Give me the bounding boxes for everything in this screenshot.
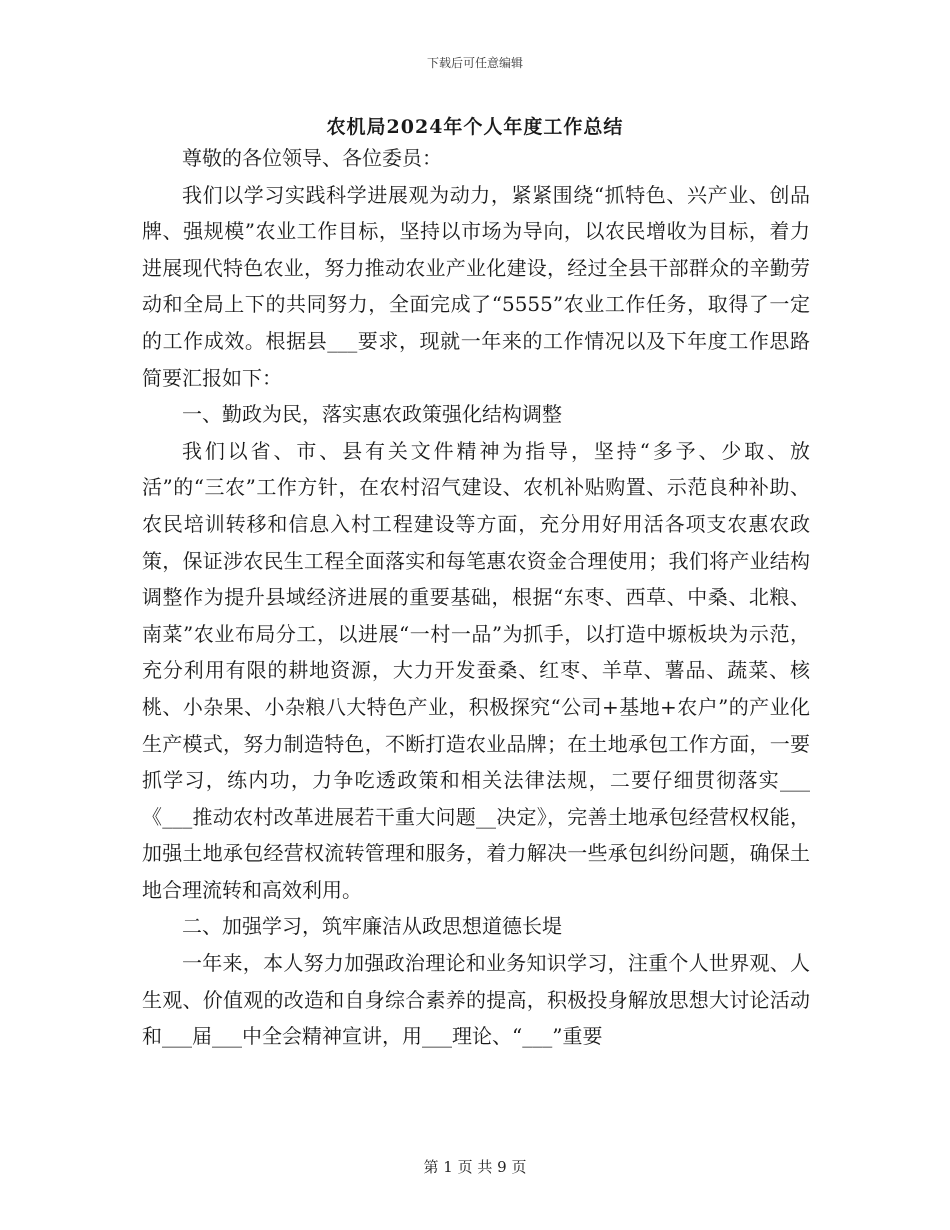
header-note: 下载后可任意编辑 <box>426 56 523 70</box>
body-paragraph-section-2: 一年来，本人努力加强政治理论和业务知识学习，注重个人世界观、人生观、价值观的改造和自身综合素养的提高，积极投身解放思想大讨论活动和___届___中全会精神宣讲，用___理论、“___”重要 <box>142 951 810 1049</box>
salutation: 尊敬的各位领导、各位委员： <box>182 146 442 170</box>
page-footer: 第 1 页 共 9 页 <box>423 1158 527 1176</box>
section-heading-2: 二、加强学习，筑牢廉洁从政思想道德长堤 <box>182 914 562 939</box>
body-paragraph-section-1: 我们以省、市、县有关文件精神为指导，坚持“多予、少取、放活”的“三农”工作方针，在农村沼气建设、农机补贴购置、示范良种补助、农民培训转移和信息入村工程建设等方面，充分用好用活各项支农惠农政策，保证涉农民生工程全面落实和每笔惠农资金合理使用；我们将产业结构调整作为提升县域经济进展的重要基础，根据“东枣、西草、中桑、北粮、南菜”农业布局分工，以进展“一村一品”为抓手，以打造中塬板块为示范，充分利用有限的耕地资源，大力开发蚕桑、红枣、羊草、薯品、蔬菜、核桃、小杂果、小杂粮八大特色产业，积极探究“公司+基地+农户”的产业化生产模式，努力制造特色，不断打造农业品牌；在土地承包工作方面，一要抓学习，练内功，力争吃透政策和相关法律法规，二要仔细贯彻落实___《___推动农村改革进展若干重大问题__决定》，完善土地承包经营权权能，加强土地承包经营权流转管理和服务，着力解决一些承包纠纷问题，确保土地合理流转和高效利用。 <box>142 438 810 902</box>
document-title: 农机局2024年个人年度工作总结 <box>326 116 624 138</box>
body-paragraph-intro: 我们以学习实践科学进展观为动力，紧紧围绕“抓特色、兴产业、创品牌、强规模”农业工作目标，坚持以市场为导向，以农民增收为目标，着力进展现代特色农业，努力推动农业产业化建设，经过全县干部群众的辛勤劳动和全局上下的共同努力，全面完成了“5555”农业工作任务，取得了一定的工作成效。根据县___要求，现就一年来的工作情况以及下年度工作思路简要汇报如下： <box>142 182 810 390</box>
document-body <box>142 140 810 1055</box>
section-heading-1: 一、勤政为民，落实惠农政策强化结构调整 <box>182 402 562 427</box>
